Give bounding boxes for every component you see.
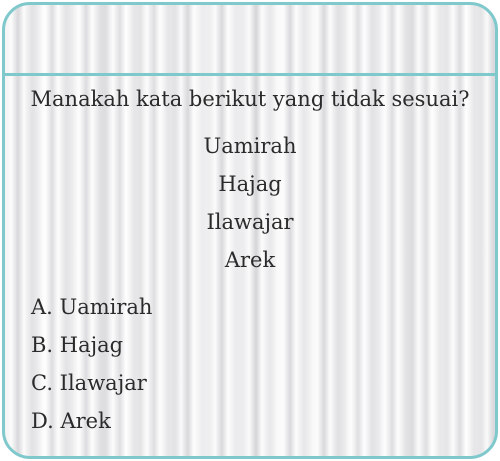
- option-b[interactable]: B. Hajag: [31, 333, 124, 357]
- word-item: Hajag: [218, 172, 282, 196]
- header-divider: [5, 73, 495, 76]
- answer-options: [31, 288, 152, 440]
- word-item: Ilawajar: [206, 210, 294, 234]
- word-item: Arek: [224, 248, 276, 272]
- quiz-card: [2, 2, 498, 459]
- option-d[interactable]: D. Arek: [31, 409, 111, 433]
- question-text: Manakah kata berikut yang tidak sesuai?: [30, 87, 470, 111]
- option-a[interactable]: A. Uamirah: [31, 295, 153, 319]
- word-item: Uamirah: [203, 134, 297, 158]
- option-c[interactable]: C. Ilawajar: [31, 371, 147, 395]
- word-list: [5, 127, 495, 279]
